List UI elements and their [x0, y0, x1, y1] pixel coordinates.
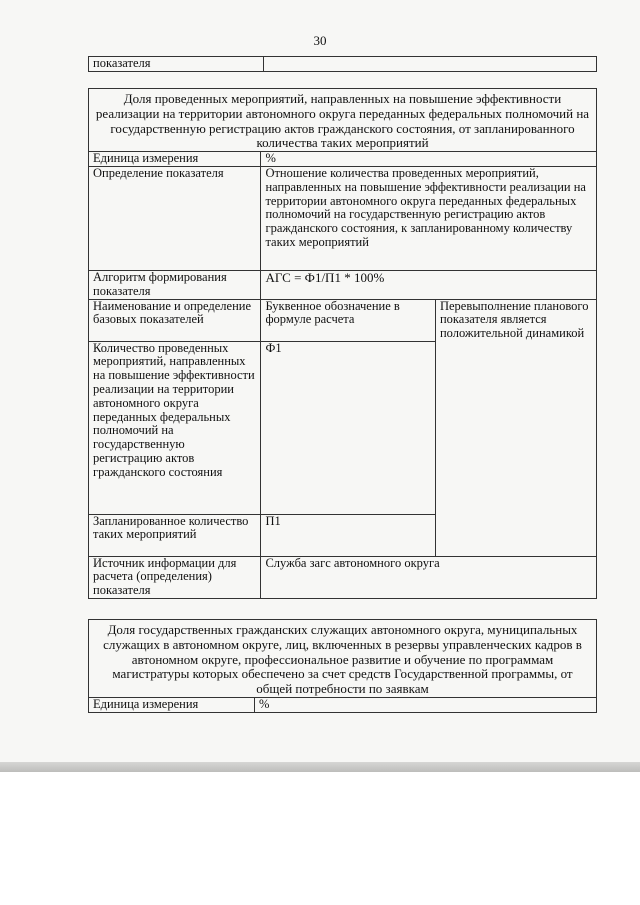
unit-label: Единица измерения	[89, 152, 261, 167]
indicator-1-title: Доля проведенных мероприятий, направленных на повышение эффективности реализации на территории автономного округа переданных федеральных полномочий на государственную регистрацию актов гражданского состояния, от запланированного количества таких мероприятий	[89, 89, 597, 152]
unit-label: Единица измерения	[89, 697, 255, 712]
indicator-table-2	[88, 619, 597, 713]
symbol-header: Буквенное обозначение в формуле расчета	[261, 299, 436, 341]
indicator-table-1	[88, 88, 597, 599]
base-indicators-header: Наименование и определение базовых показателей	[89, 299, 261, 341]
indicator-2-title: Доля государственных гражданских служащих автономного округа, муниципальных служащих в автономном округе, лиц, включенных в резервы управленческих кадров в автономном округе, профессиональное развитие и обучение по программам магистратуры которых обеспечено за счет средств Государственной программы, от общей потребности по заявкам	[89, 620, 597, 698]
unit-value: %	[255, 697, 597, 712]
scan-bottom-edge	[0, 762, 640, 772]
base-indicator-symbol: Ф1	[261, 341, 436, 514]
definition-label: Определение показателя	[89, 166, 261, 270]
dynamics-note: Перевыполнение планового показателя является положительной динамикой	[435, 299, 596, 556]
unit-value: %	[261, 152, 597, 167]
page-number: 30	[313, 33, 327, 48]
base-indicator-name: Запланированное количество таких мероприятий	[89, 514, 261, 556]
source-label: Источник информации для расчета (определения) показателя	[89, 556, 261, 598]
tail-label: показателя	[89, 57, 264, 72]
definition-value: Отношение количества проведенных мероприятий, направленных на повышение эффективности реализации на территории автономного округа переданных федеральных полномочий на государственную регистрацию актов гражданского состояния, к запланированному количеству таких мероприятий	[261, 166, 597, 270]
base-indicator-symbol: П1	[261, 514, 436, 556]
tail-value	[264, 57, 597, 72]
base-indicator-name: Количество проведенных мероприятий, направленных на повышение эффективности реализации на территории автономного округа переданных федеральных полномочий на государственную регистрацию актов гражданского состояния	[89, 341, 261, 514]
previous-indicator-tail	[88, 56, 597, 72]
algorithm-label: Алгоритм формирования показателя	[89, 270, 261, 299]
source-value: Служба загс автономного округа	[261, 556, 597, 598]
algorithm-formula: АГС = Ф1/П1 * 100%	[261, 270, 597, 299]
